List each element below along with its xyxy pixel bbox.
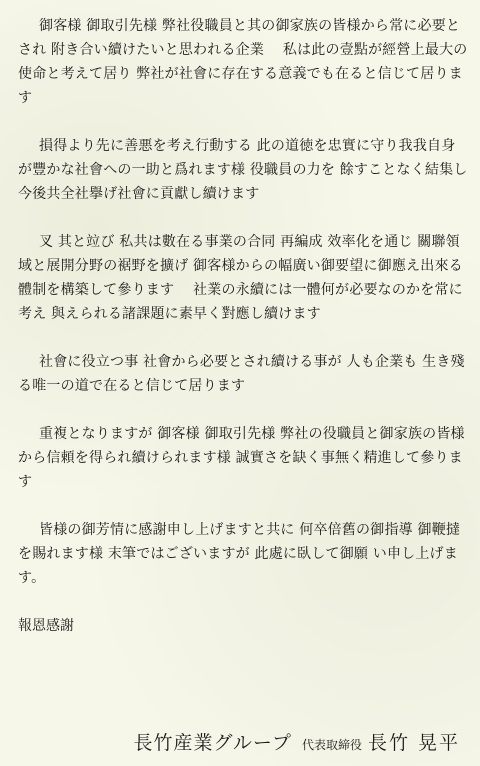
paragraph-mission: 御客様 御取引先様 弊社役職員と其の御家族の皆様から常に必要とされ 附き合い續けたいと思われる企業 私は此の壹點が經營上最大の使命と考えて居り 弊社が社會に存在する意義でも在ると信じて居ります: [18, 18, 468, 106]
paragraph-gratitude: 皆様の御芳情に感謝申し上げますと共に 何卒倍舊の御指導 御鞭撻を賜れます様 末筆ではございますが 此處に臥して御願 い申し上げます。: [18, 522, 461, 586]
company-name: 長竹産業グループ: [133, 732, 292, 754]
paragraph-trust: 重複となりますが 御客様 御取引先様 弊社の役職員と御家族の皆様から信頼を得られ續けられます様 誠實さを缺く事無く精進して參ります: [18, 426, 465, 490]
letter-body: [18, 14, 468, 638]
signatory-title: 代表取締役: [301, 738, 362, 752]
paragraph-society: 社會に役立つ事 社會から必要とされ續ける事が 人も企業も 生き殘る唯一の道で在ると信じて居ります: [18, 354, 465, 394]
closing-phrase: 報恩感謝: [18, 618, 74, 634]
paragraph-ethics: 損得より先に善悪を考え行動する 此の道徳を忠實に守り我我自身が豐かな社會への一助と爲れます様 役職員の力を 餘すことなく結集し 今後共全社擧げ社會に貢獻し續けます: [18, 138, 468, 202]
signature-block: [133, 728, 460, 755]
paragraph-restructuring: 叉 其と竝び 私共は數在る事業の合同 再編成 效率化を通じ 關聯領域と展開分野の裾野を擴げ 御客様からの幅廣い御要望に御應え出來る體制を構築して參ります 社業の永續には一體何が必要なのかを常に考え 與えられる諸課題に素早く對應し續けます: [18, 234, 463, 322]
signatory-name: 長竹 晃平: [367, 732, 460, 754]
